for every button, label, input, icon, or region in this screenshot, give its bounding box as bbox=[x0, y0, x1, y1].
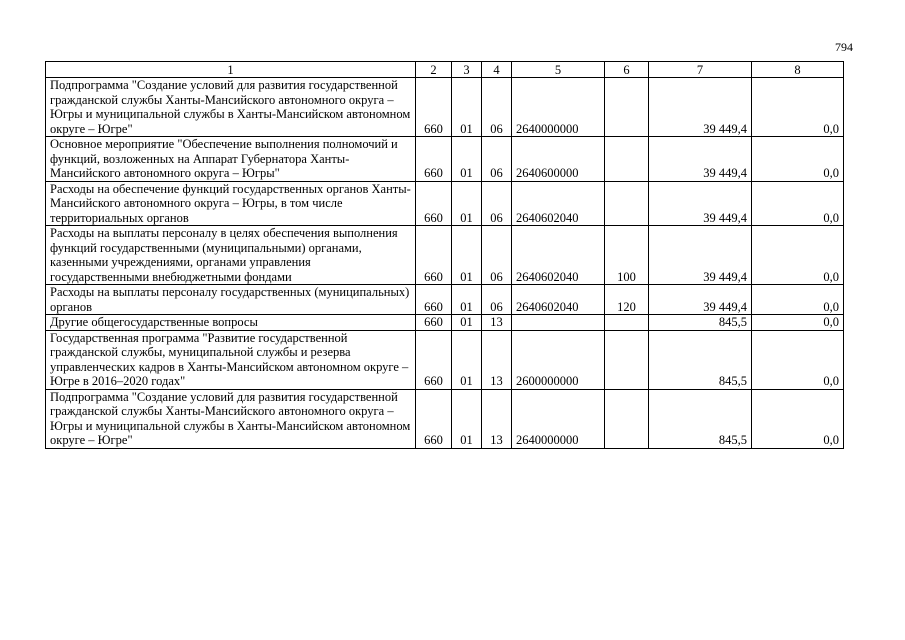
page-number: 794 bbox=[835, 40, 853, 54]
cell-target-article: 2640602040 bbox=[512, 226, 605, 285]
cell-amount: 845,5 bbox=[649, 315, 752, 331]
cell-amount-2: 0,0 bbox=[752, 315, 844, 331]
budget-table bbox=[45, 61, 844, 449]
cell-amount-2: 0,0 bbox=[752, 181, 844, 226]
table-row bbox=[46, 137, 844, 182]
cell-section: 01 bbox=[452, 226, 482, 285]
cell-admin-code: 660 bbox=[416, 389, 452, 448]
table-row bbox=[46, 315, 844, 331]
row-name: Расходы на выплаты персоналу в целях обеспечения выполнения функций государственными (муниципальными) органами, казенными учреждениями, органами управления государственными внебюджетными фондами bbox=[46, 226, 416, 285]
table-row bbox=[46, 181, 844, 226]
cell-subsection: 06 bbox=[482, 226, 512, 285]
cell-subsection: 06 bbox=[482, 181, 512, 226]
cell-admin-code: 660 bbox=[416, 181, 452, 226]
cell-subsection: 13 bbox=[482, 389, 512, 448]
cell-expense-type bbox=[605, 389, 649, 448]
cell-amount: 39 449,4 bbox=[649, 226, 752, 285]
table-row bbox=[46, 330, 844, 389]
cell-target-article: 2600000000 bbox=[512, 330, 605, 389]
cell-section: 01 bbox=[452, 330, 482, 389]
column-header: 2 bbox=[416, 62, 452, 78]
row-name: Государственная программа "Развитие государственной гражданской службы, муниципальной службы и резерва управленческих кадров в Ханты-Мансийском автономном округе – Югре в 2016–2020 годах" bbox=[46, 330, 416, 389]
cell-target-article bbox=[512, 315, 605, 331]
cell-amount: 39 449,4 bbox=[649, 137, 752, 182]
table-row bbox=[46, 285, 844, 315]
cell-expense-type bbox=[605, 78, 649, 137]
row-name: Основное мероприятие "Обеспечение выполнения полномочий и функций, возложенных на Аппарат Губернатора Ханты-Мансийского автономного округа – Югры" bbox=[46, 137, 416, 182]
cell-section: 01 bbox=[452, 285, 482, 315]
cell-target-article: 2640602040 bbox=[512, 285, 605, 315]
cell-target-article: 2640000000 bbox=[512, 78, 605, 137]
table-row bbox=[46, 226, 844, 285]
cell-admin-code: 660 bbox=[416, 330, 452, 389]
cell-admin-code: 660 bbox=[416, 78, 452, 137]
row-name: Расходы на обеспечение функций государственных органов Ханты-Мансийского автономного округа – Югры, в том числе территориальных органов bbox=[46, 181, 416, 226]
cell-subsection: 06 bbox=[482, 137, 512, 182]
cell-subsection: 06 bbox=[482, 78, 512, 137]
column-header: 1 bbox=[46, 62, 416, 78]
table-header-row bbox=[46, 62, 844, 78]
cell-amount: 845,5 bbox=[649, 330, 752, 389]
column-header: 8 bbox=[752, 62, 844, 78]
table-row bbox=[46, 78, 844, 137]
cell-amount-2: 0,0 bbox=[752, 330, 844, 389]
cell-expense-type bbox=[605, 315, 649, 331]
cell-amount: 39 449,4 bbox=[649, 181, 752, 226]
column-header: 4 bbox=[482, 62, 512, 78]
row-name: Расходы на выплаты персоналу государственных (муниципальных) органов bbox=[46, 285, 416, 315]
cell-expense-type: 100 bbox=[605, 226, 649, 285]
row-name: Подпрограмма "Создание условий для развития государственной гражданской службы Ханты-Мансийского автономного округа – Югры и муниципальной службы в Ханты-Мансийском автономном округе – Югре" bbox=[46, 389, 416, 448]
row-name: Другие общегосударственные вопросы bbox=[46, 315, 416, 331]
cell-target-article: 2640602040 bbox=[512, 181, 605, 226]
cell-target-article: 2640000000 bbox=[512, 389, 605, 448]
cell-target-article: 2640600000 bbox=[512, 137, 605, 182]
cell-amount: 39 449,4 bbox=[649, 285, 752, 315]
cell-section: 01 bbox=[452, 315, 482, 331]
cell-section: 01 bbox=[452, 181, 482, 226]
cell-section: 01 bbox=[452, 137, 482, 182]
cell-amount-2: 0,0 bbox=[752, 285, 844, 315]
column-header: 7 bbox=[649, 62, 752, 78]
cell-subsection: 13 bbox=[482, 315, 512, 331]
table-row bbox=[46, 389, 844, 448]
cell-section: 01 bbox=[452, 78, 482, 137]
cell-subsection: 13 bbox=[482, 330, 512, 389]
column-header: 5 bbox=[512, 62, 605, 78]
column-header: 3 bbox=[452, 62, 482, 78]
cell-section: 01 bbox=[452, 389, 482, 448]
cell-amount: 39 449,4 bbox=[649, 78, 752, 137]
cell-expense-type bbox=[605, 330, 649, 389]
cell-amount: 845,5 bbox=[649, 389, 752, 448]
cell-admin-code: 660 bbox=[416, 315, 452, 331]
cell-subsection: 06 bbox=[482, 285, 512, 315]
cell-amount-2: 0,0 bbox=[752, 226, 844, 285]
cell-amount-2: 0,0 bbox=[752, 389, 844, 448]
row-name: Подпрограмма "Создание условий для развития государственной гражданской службы Ханты-Мансийского автономного округа – Югры и муниципальной службы в Ханты-Мансийском автономном округе – Югре" bbox=[46, 78, 416, 137]
cell-admin-code: 660 bbox=[416, 226, 452, 285]
cell-amount-2: 0,0 bbox=[752, 137, 844, 182]
cell-admin-code: 660 bbox=[416, 285, 452, 315]
cell-expense-type bbox=[605, 181, 649, 226]
cell-expense-type: 120 bbox=[605, 285, 649, 315]
column-header: 6 bbox=[605, 62, 649, 78]
cell-admin-code: 660 bbox=[416, 137, 452, 182]
cell-amount-2: 0,0 bbox=[752, 78, 844, 137]
cell-expense-type bbox=[605, 137, 649, 182]
